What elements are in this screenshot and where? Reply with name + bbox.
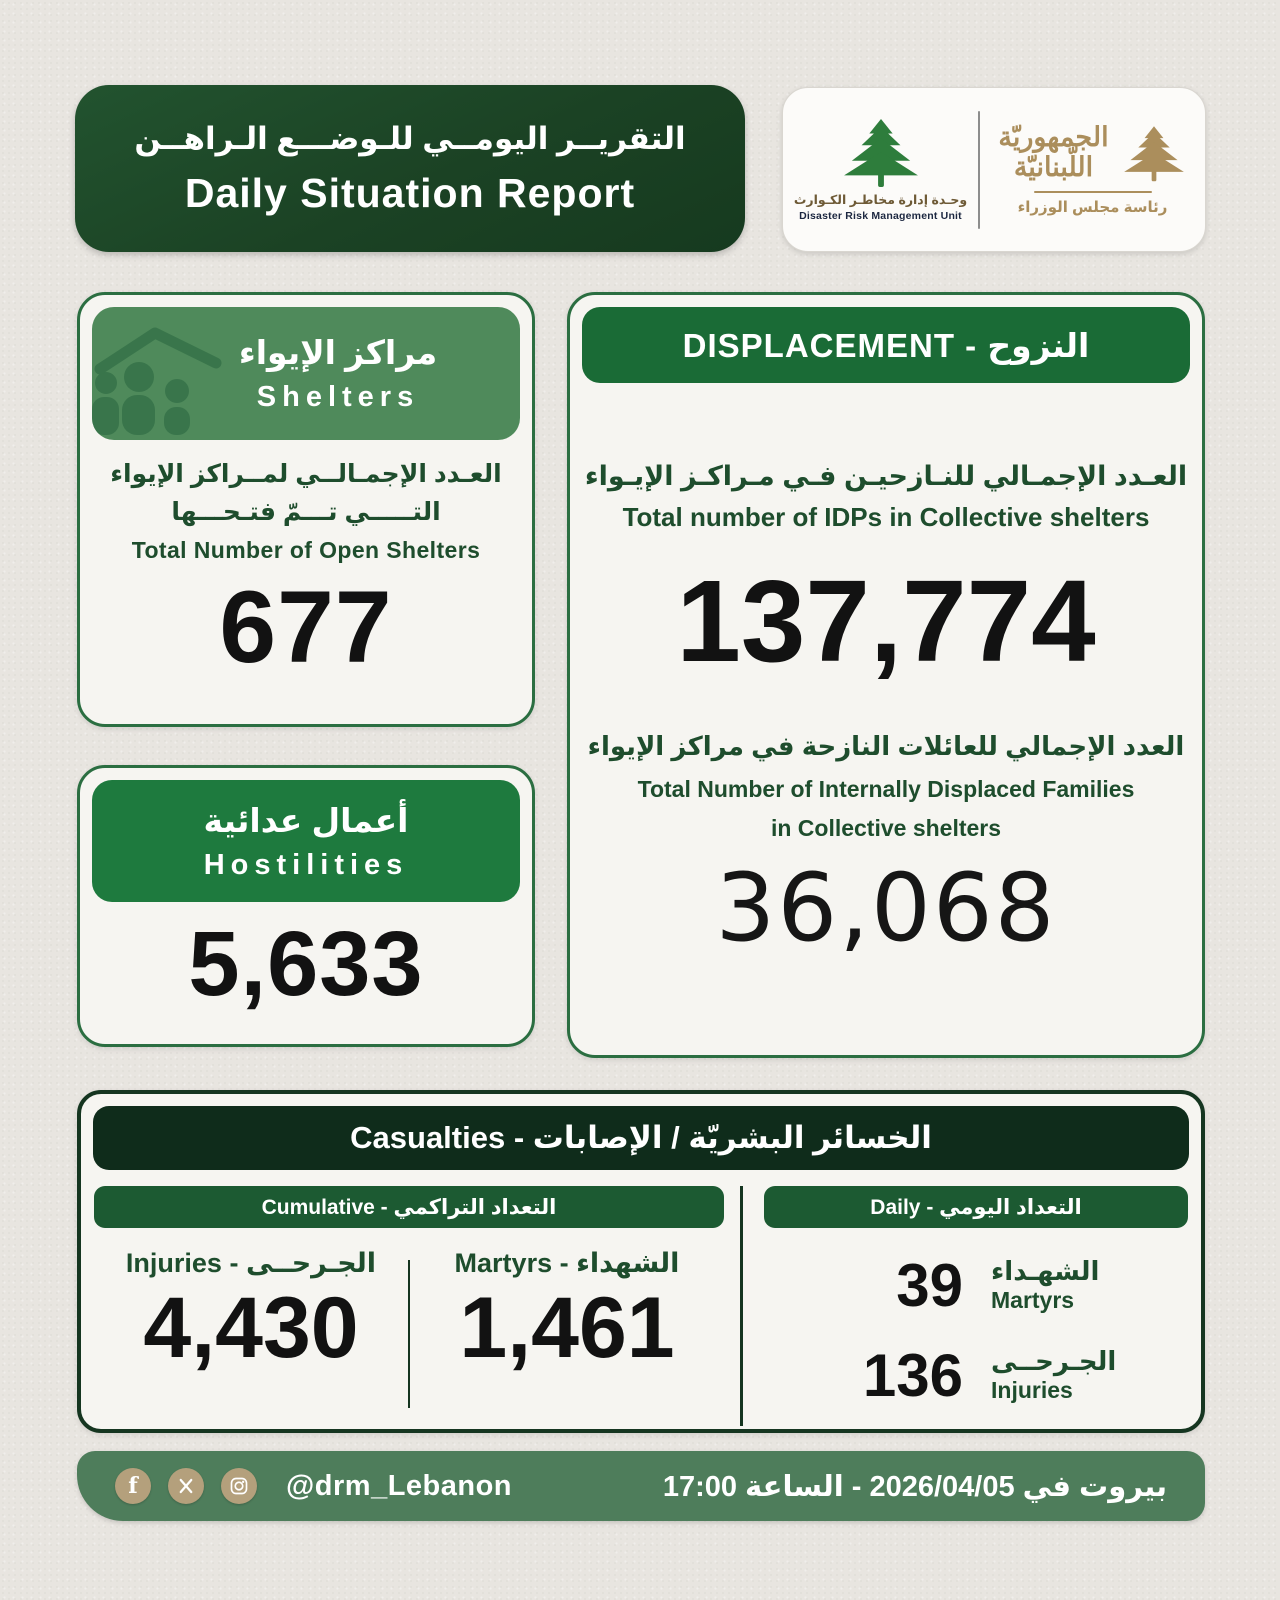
hostilities-card-header	[92, 780, 520, 902]
displaced-families-count: 36,068	[715, 854, 1057, 964]
republic-calligraphy	[998, 123, 1108, 183]
families-label-english-line2: in Collective shelters	[770, 815, 1002, 842]
daily-injuries-row	[764, 1334, 1188, 1416]
shelters-description-english: Total Number of Open Shelters	[131, 537, 481, 563]
hostilities-title-english: Hostilities	[203, 848, 409, 881]
daily-martyrs-row	[764, 1244, 1188, 1326]
shelters-title-english: Shelters	[256, 381, 420, 413]
idps-label-english: Total number of IDPs in Collective shelters	[622, 502, 1150, 532]
social-handle[interactable]: @drm_Lebanon	[286, 1469, 513, 1502]
instagram-icon[interactable]	[221, 1468, 257, 1504]
daily-injuries-count: 136	[862, 1341, 963, 1409]
drm-unit-name-english: Disaster Risk Management Unit	[799, 210, 962, 222]
hostilities-count: 5,633	[188, 913, 424, 1015]
daily-injuries-label-english: Injuries	[991, 1376, 1073, 1403]
footer-bar	[77, 1451, 1205, 1521]
drm-unit-name-arabic: وحـدة إدارة مخاطـر الكـوارث	[793, 193, 968, 207]
republic-emblem-row	[998, 123, 1186, 183]
republic-underline	[1034, 191, 1152, 193]
facebook-icon[interactable]	[115, 1468, 151, 1504]
cumulative-injuries-column	[94, 1240, 408, 1408]
logo-box	[782, 87, 1206, 252]
council-of-ministers-label: رئاسة مجلس الوزراء	[1017, 199, 1168, 217]
families-label-english-line1: Total Number of Internally Displaced Families	[637, 776, 1135, 802]
lebanese-republic-logo	[986, 123, 1200, 216]
daily-section	[764, 1244, 1188, 1416]
families-label-arabic: العدد الإجمالي للعائلات النازحة في مراكز الإيواء	[587, 731, 1185, 761]
casualties-card-header: الخسائر البشريّة / الإصابات - Casualties	[93, 1106, 1189, 1170]
daily-injuries-label	[991, 1347, 1117, 1403]
x-twitter-icon[interactable]	[168, 1468, 204, 1504]
casualties-card	[77, 1090, 1205, 1433]
shelter-house-people-icon	[92, 317, 242, 435]
cumulative-martyrs-column	[410, 1240, 724, 1408]
x-glyph	[177, 1477, 195, 1495]
shelters-title-arabic: مراكز الإيواء	[238, 334, 438, 371]
casualties-section-divider	[740, 1186, 743, 1426]
cumulative-injuries-label: Injuries - الجـرحــى	[125, 1248, 377, 1278]
daily-martyrs-label-english: Martyrs	[991, 1286, 1075, 1313]
cumulative-section	[94, 1240, 724, 1408]
report-title-box	[75, 85, 745, 252]
instagram-glyph	[229, 1476, 249, 1496]
daily-martyrs-count: 39	[896, 1251, 963, 1319]
cumulative-injuries-count: 4,430	[143, 1280, 359, 1376]
idps-label-arabic: العـدد الإجمـالي للنـازحيـن فـي مـراكـز الإيـواء	[584, 461, 1188, 491]
report-title-english: Daily Situation Report	[184, 169, 636, 216]
report-datetime: بيروت في 2026/04/05 - الساعة 17:00	[662, 1470, 1167, 1503]
daily-martyrs-label-arabic: الشهـداء	[991, 1255, 1100, 1286]
shelters-description-arabic	[80, 456, 532, 531]
shelters-description-arabic-line1: العـدد الإجمـالــي لمــراكز الإيواء	[110, 460, 502, 488]
daily-martyrs-label	[991, 1257, 1117, 1313]
displacement-card-header: DISPLACEMENT - النزوح	[582, 307, 1190, 383]
republic-word-1: الجمهوريّة	[998, 121, 1109, 153]
cumulative-section-header: Cumulative - التعداد التراكمي	[94, 1186, 724, 1228]
cedar-tree-icon-gold	[1121, 124, 1187, 182]
displacement-card	[567, 292, 1205, 1058]
republic-word-2: اللّبنانيّة	[1013, 152, 1094, 183]
report-title-arabic: التقريــر اليومــي للـوضـــع الـراهــن	[134, 120, 686, 156]
facebook-glyph: f	[128, 1473, 138, 1499]
logo-divider	[978, 111, 980, 229]
hostilities-title-arabic: أعمال عدائية	[203, 801, 409, 839]
shelters-description-arabic-line2: التـــــي تـــمّ فتـحـــها	[171, 497, 441, 526]
daily-section-header: Daily - التعداد اليومي	[764, 1186, 1188, 1228]
cedar-tree-icon-green	[840, 117, 922, 187]
shelters-card	[77, 292, 535, 727]
shelters-card-header	[92, 307, 520, 440]
daily-injuries-label-arabic: الجـرحــى	[991, 1345, 1117, 1376]
hostilities-card	[77, 765, 535, 1047]
cumulative-martyrs-count: 1,461	[459, 1280, 675, 1376]
cumulative-martyrs-label: Martyrs - الشهداء	[454, 1248, 680, 1278]
families-label-english	[570, 770, 1202, 848]
idps-count: 137,774	[676, 556, 1096, 686]
drm-unit-logo	[789, 117, 973, 222]
open-shelters-count: 677	[219, 570, 393, 684]
